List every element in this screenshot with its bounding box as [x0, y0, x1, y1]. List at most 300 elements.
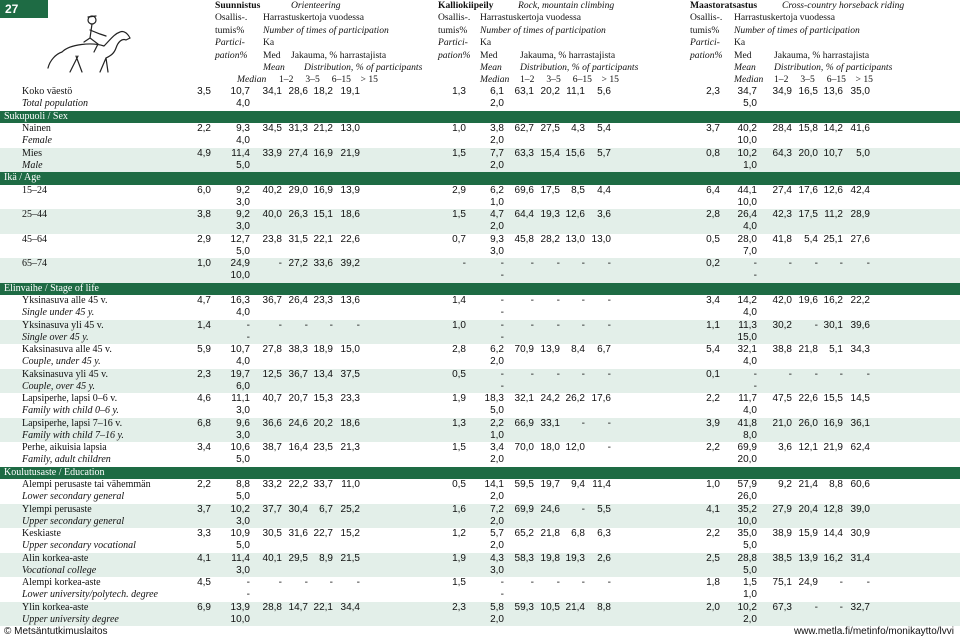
table-row [0, 553, 960, 578]
distribution-value: 64,4 [514, 209, 534, 220]
distribution-value: 66,9 [514, 417, 534, 429]
distribution-value: 5,5 [597, 503, 611, 515]
mean-value: 11,3 [738, 319, 757, 331]
median-value: 3,0 [490, 564, 504, 576]
distribution-value: 28,9 [850, 209, 870, 220]
participation-value: 2,2 [197, 123, 211, 134]
participation-value: 1,2 [452, 528, 466, 539]
row-label-fi: Kaksinasuva yli 45 v. [22, 368, 109, 380]
distribution-value: 8,5 [571, 184, 585, 196]
distribution-value: 27,4 [772, 184, 792, 196]
distribution-value: 62,4 [850, 442, 870, 453]
distribution-value: 42,4 [850, 184, 870, 196]
median-value: 4,0 [743, 405, 757, 416]
distribution-value: 12,8 [823, 503, 843, 515]
distribution-value: - [581, 295, 585, 306]
mean-value: - [753, 258, 757, 269]
distribution-value: 38,3 [288, 344, 308, 355]
distribution-value: 32,1 [514, 393, 534, 404]
distribution-value: 15,3 [313, 393, 333, 404]
row-label-fi: Keskiaste [22, 528, 61, 539]
mean-value: 10,9 [230, 528, 250, 539]
participation-value: 0,2 [706, 258, 720, 269]
distribution-value: 33,6 [313, 258, 333, 269]
mean-value: - [500, 368, 504, 380]
row-label-en: Lower secondary general [22, 491, 125, 502]
distribution-value: 31,3 [288, 123, 308, 134]
median-value: 4,0 [236, 356, 250, 367]
distribution-value: 16,4 [288, 442, 308, 453]
distribution-value: - [788, 368, 792, 380]
distribution-value: 5,4 [597, 123, 611, 134]
distribution-value: 3,6 [597, 209, 611, 220]
mean-value: 26,4 [737, 209, 757, 220]
distribution-value: 42,3 [772, 209, 792, 220]
distribution-value: - [607, 258, 611, 269]
distribution-value: 13,4 [313, 368, 333, 380]
participation-value: 2,9 [197, 233, 211, 245]
page-number-badge: 27 [0, 0, 48, 18]
median-value: 2,0 [490, 135, 504, 146]
mean-value: 57,9 [737, 479, 757, 490]
distribution-value: 65,2 [514, 528, 534, 539]
distribution-value: - [839, 577, 843, 588]
mean-value: - [500, 577, 504, 588]
distribution-value: 9,2 [778, 479, 792, 490]
median-value: 2,0 [490, 613, 504, 625]
distribution-value: 20,4 [798, 503, 818, 515]
distribution-value: 33,2 [262, 479, 282, 490]
distribution-value: 16,2 [823, 295, 843, 306]
table-row [0, 295, 960, 320]
row-label-en: Upper university degree [22, 613, 119, 625]
mean-value: 3,4 [490, 442, 504, 453]
mean-value: - [500, 295, 504, 306]
distribution-value: - [530, 368, 534, 380]
mean-value: 11,4 [231, 552, 250, 564]
distribution-value: 8,9 [319, 552, 333, 564]
participation-value: 3,5 [197, 86, 211, 97]
distribution-value: 10,7 [823, 147, 843, 159]
participation-value: 2,8 [452, 344, 466, 355]
distribution-value: 5,4 [804, 233, 818, 245]
row-label-fi: 65–74 [22, 258, 47, 269]
distribution-value: 39,6 [850, 319, 870, 331]
distribution-value: - [814, 319, 818, 331]
distribution-value: 13,0 [340, 123, 360, 134]
distribution-value: 21,8 [798, 344, 818, 355]
distribution-value: 22,2 [850, 295, 870, 306]
distribution-value: 12,1 [798, 442, 818, 453]
participation-value: - [462, 258, 466, 269]
distribution-value: 70,9 [514, 344, 534, 355]
distribution-value: 38,8 [772, 344, 792, 355]
table-row [0, 148, 960, 173]
mean-value: 3,8 [490, 123, 504, 134]
median-value: 4,0 [236, 307, 250, 318]
distribution-value: - [329, 319, 333, 331]
distribution-value: 19,3 [565, 552, 585, 564]
row-label-fi: 45–64 [22, 233, 47, 245]
table-row [0, 393, 960, 418]
distribution-value: 15,0 [340, 344, 360, 355]
distribution-value: - [866, 577, 870, 588]
mean-value: 9,3 [236, 123, 250, 134]
distribution-value: 21,3 [340, 442, 360, 453]
table-row [0, 602, 960, 627]
distribution-value: 34,9 [772, 86, 792, 97]
mean-value: - [246, 319, 250, 331]
mean-value: 12,7 [230, 233, 250, 245]
distribution-value: - [530, 319, 534, 331]
median-value: 4,0 [743, 221, 757, 232]
distribution-value: 26,4 [288, 295, 308, 306]
distribution-value: 18,9 [313, 344, 333, 355]
distribution-value: 4,4 [597, 184, 611, 196]
mean-value: 10,2 [230, 503, 250, 515]
mean-value: 1,5 [743, 577, 757, 588]
distribution-value: 64,3 [772, 147, 792, 159]
median-value: - [500, 380, 504, 392]
participation-value: 1,6 [452, 503, 466, 515]
mean-value: 10,7 [230, 344, 250, 355]
median-value: 3,0 [236, 515, 250, 527]
participation-value: 1,3 [452, 86, 466, 97]
table-row [0, 369, 960, 394]
distribution-value: - [530, 295, 534, 306]
distribution-value: 23,3 [340, 393, 360, 404]
mean-value: 14,2 [737, 295, 757, 306]
distribution-value: 20,7 [288, 393, 308, 404]
distribution-value: 24,9 [798, 577, 818, 588]
row-label-fi: Alempi korkea-aste [22, 577, 101, 588]
mean-value: 8,8 [236, 479, 250, 490]
participation-value: 3,3 [197, 528, 211, 539]
distribution-value: 40,0 [262, 209, 282, 220]
median-value: 4,0 [236, 98, 250, 109]
distribution-value: - [556, 577, 560, 588]
distribution-value: 15,2 [340, 528, 360, 539]
distribution-value: 16,2 [823, 552, 843, 564]
distribution-value: 6,8 [571, 528, 585, 539]
distribution-value: 21,2 [313, 123, 333, 134]
median-value: 2,0 [490, 356, 504, 367]
table-row [0, 258, 960, 283]
row-label-fi: Lapsiperhe, lapsi 7–16 v. [22, 417, 123, 429]
distribution-value: 17,5 [540, 184, 560, 196]
median-value: 5,0 [743, 540, 757, 551]
distribution-value: 15,9 [798, 528, 818, 539]
section-heading: Elinvaihe / Stage of life [0, 283, 960, 296]
table-row [0, 442, 960, 467]
table-row [0, 479, 960, 504]
median-value: 4,0 [743, 307, 757, 318]
distribution-value: 27,5 [540, 123, 560, 134]
mean-value: 40,2 [737, 123, 757, 134]
distribution-value: 23,8 [262, 233, 282, 245]
mean-value: 5,8 [490, 601, 504, 613]
distribution-value: 19,7 [540, 479, 560, 490]
median-value: 5,0 [743, 564, 757, 576]
median-value: 7,0 [743, 245, 757, 257]
mean-value: 28,0 [737, 233, 757, 245]
median-value: - [246, 589, 250, 600]
median-value: 2,0 [490, 98, 504, 109]
median-value: 3,0 [236, 196, 250, 208]
participation-value: 1,9 [452, 552, 466, 564]
distribution-value: 38,5 [772, 552, 792, 564]
distribution-value: 28,8 [262, 601, 282, 613]
median-value: 15,0 [737, 331, 757, 343]
participation-value: 0,5 [452, 368, 466, 380]
median-value: 8,0 [743, 429, 757, 441]
median-value: 2,0 [490, 540, 504, 551]
row-label-fi: Perhe, aikuisia lapsia [22, 442, 107, 453]
distribution-value: - [530, 577, 534, 588]
statistics-table [0, 86, 960, 626]
distribution-value: 30,4 [288, 503, 308, 515]
distribution-value: 45,8 [514, 233, 534, 245]
distribution-value: 59,3 [514, 601, 534, 613]
mean-value: 9,2 [236, 184, 250, 196]
distribution-value: 8,8 [829, 479, 843, 490]
participation-value: 2,9 [452, 184, 466, 196]
participation-value: 5,4 [706, 344, 720, 355]
median-value: 10,0 [230, 613, 250, 625]
row-label-en: Male [22, 159, 43, 171]
table-row [0, 209, 960, 234]
row-label-en: Lower university/polytech. degree [22, 589, 158, 600]
distribution-value: 21,5 [340, 552, 360, 564]
participation-value: 1,4 [452, 295, 466, 306]
distribution-value: 19,8 [540, 552, 560, 564]
table-row [0, 320, 960, 345]
distribution-value: 31,4 [850, 552, 870, 564]
distribution-value: 41,6 [850, 123, 870, 134]
participation-value: 2,3 [197, 368, 211, 380]
distribution-value: 26,3 [288, 209, 308, 220]
distribution-value: - [304, 319, 308, 331]
participation-value: 2,2 [197, 479, 211, 490]
participation-value: 4,1 [706, 503, 720, 515]
row-label-fi: Alin korkea-aste [22, 552, 89, 564]
median-value: - [753, 380, 757, 392]
distribution-value: 22,1 [313, 601, 333, 613]
distribution-value: 22,2 [288, 479, 308, 490]
mean-value: 19,7 [230, 368, 250, 380]
mean-value: 7,2 [490, 503, 504, 515]
distribution-value: 12,6 [823, 184, 843, 196]
distribution-value: - [356, 319, 360, 331]
section-title-fi: Suunnistus [215, 0, 261, 11]
distribution-value: - [278, 258, 282, 269]
participation-value: 3,8 [197, 209, 211, 220]
distribution-value: 25,2 [340, 503, 360, 515]
distribution-value: 23,3 [313, 295, 333, 306]
distribution-value: - [814, 368, 818, 380]
distribution-value: - [304, 577, 308, 588]
participation-value: 6,0 [197, 184, 211, 196]
distribution-value: 39,2 [340, 258, 360, 269]
distribution-value: - [607, 577, 611, 588]
participation-value: 2,3 [706, 86, 720, 97]
distribution-value: - [607, 368, 611, 380]
distribution-value: 36,1 [850, 417, 870, 429]
mean-value: 28,8 [737, 552, 757, 564]
median-value: 5,0 [236, 454, 250, 465]
mean-value: 16,3 [230, 295, 250, 306]
participation-value: 3,4 [706, 295, 720, 306]
mean-value: 4,3 [490, 552, 504, 564]
mean-value: 11,4 [231, 147, 250, 159]
mean-value: 34,7 [737, 86, 757, 97]
distribution-value: 27,4 [288, 147, 308, 159]
distribution-value: 17,5 [798, 209, 818, 220]
mean-value: 41,8 [737, 417, 757, 429]
median-value: 2,0 [490, 491, 504, 502]
distribution-value: 21,4 [798, 479, 818, 490]
distribution-value: 9,4 [571, 479, 585, 490]
distribution-value: - [581, 319, 585, 331]
distribution-value: - [556, 319, 560, 331]
distribution-value: 13,6 [340, 295, 360, 306]
median-value: 1,0 [490, 429, 504, 441]
participation-value: 3,9 [706, 417, 720, 429]
distribution-value: - [556, 368, 560, 380]
distribution-value: 18,0 [540, 442, 560, 453]
mean-value: 10,2 [737, 147, 757, 159]
distribution-value: 36,7 [262, 295, 282, 306]
distribution-value: 17,6 [591, 393, 611, 404]
mean-value: 5,7 [490, 528, 504, 539]
median-value: 2,0 [743, 613, 757, 625]
mean-value: 6,1 [490, 86, 504, 97]
distribution-value: 30,2 [772, 319, 792, 331]
distribution-value: - [866, 368, 870, 380]
distribution-value: 15,5 [823, 393, 843, 404]
distribution-value: 24,2 [540, 393, 560, 404]
distribution-value: - [556, 295, 560, 306]
horse-rider-illustration [40, 10, 140, 76]
distribution-value: 35,0 [850, 86, 870, 97]
median-value: 10,0 [737, 135, 757, 146]
distribution-value: 13,6 [823, 86, 843, 97]
distribution-value: 11,0 [341, 479, 360, 490]
participation-value: 2,0 [706, 601, 720, 613]
row-label-en: Total population [22, 98, 89, 109]
mean-value: 7,7 [490, 147, 504, 159]
participation-value: 5,9 [197, 344, 211, 355]
distribution-value: 32,7 [850, 601, 870, 613]
table-row [0, 577, 960, 602]
mean-value: 13,9 [230, 601, 250, 613]
distribution-value: 36,7 [288, 368, 308, 380]
distribution-value: 14,7 [288, 601, 308, 613]
distribution-value: - [866, 258, 870, 269]
mean-value: 10,2 [737, 601, 757, 613]
distribution-value: 14,5 [850, 393, 870, 404]
distribution-value: 29,5 [288, 552, 308, 564]
distribution-value: 16,9 [823, 417, 843, 429]
median-value: 5,0 [236, 540, 250, 551]
participation-value: 2,3 [452, 601, 466, 613]
median-value: 5,0 [490, 405, 504, 416]
table-row [0, 185, 960, 210]
row-label-en: Family with child 0–6 y. [22, 405, 119, 416]
distribution-value: 63,1 [514, 86, 534, 97]
mean-value: 35,2 [737, 503, 757, 515]
section-heading: Koulutusaste / Education [0, 467, 960, 480]
table-row [0, 123, 960, 148]
distribution-value: 24,6 [288, 417, 308, 429]
row-label-en: Couple, under 45 y. [22, 356, 101, 367]
distribution-value: 13,9 [798, 552, 818, 564]
distribution-value: 21,9 [823, 442, 843, 453]
mean-value: - [500, 319, 504, 331]
distribution-value: 34,5 [262, 123, 282, 134]
distribution-value: 15,8 [798, 123, 818, 134]
distribution-value: 5,0 [856, 147, 870, 159]
distribution-value: 21,4 [565, 601, 585, 613]
participation-value: 1,1 [706, 319, 720, 331]
distribution-value: - [530, 258, 534, 269]
participation-value: 0,7 [452, 233, 466, 245]
distribution-value: 18,6 [340, 209, 360, 220]
row-label-fi: Yksinasuva alle 45 v. [22, 295, 108, 306]
section-heading: Ikä / Age [0, 172, 960, 185]
distribution-value: 33,1 [540, 417, 560, 429]
distribution-value: 62,7 [514, 123, 534, 134]
participation-value: 2,2 [706, 442, 720, 453]
distribution-value: 19,3 [540, 209, 560, 220]
row-label-fi: Ylempi perusaste [22, 503, 92, 515]
distribution-value: - [839, 601, 843, 613]
row-label-fi: Lapsiperhe, lapsi 0–6 v. [22, 393, 118, 404]
distribution-value: 59,5 [514, 479, 534, 490]
row-label-fi: Alempi perusaste tai vähemmän [22, 479, 151, 490]
participation-value: 0,5 [452, 479, 466, 490]
distribution-value: 12,0 [565, 442, 585, 453]
mean-value: 9,2 [236, 209, 250, 220]
distribution-value: 63,3 [514, 147, 534, 159]
distribution-value: 27,6 [850, 233, 870, 245]
participation-value: 0,8 [706, 147, 720, 159]
distribution-value: - [607, 417, 611, 429]
section-title-en: Orienteering [291, 0, 341, 11]
distribution-value: 70,0 [514, 442, 534, 453]
participation-value: 4,6 [197, 393, 211, 404]
distribution-value: - [356, 577, 360, 588]
distribution-value: 10,5 [540, 601, 560, 613]
distribution-value: 18,6 [340, 417, 360, 429]
participation-value: 1,5 [452, 209, 466, 220]
distribution-value: - [556, 258, 560, 269]
distribution-value: 47,5 [772, 393, 792, 404]
mean-value: - [753, 368, 757, 380]
distribution-value: 22,6 [798, 393, 818, 404]
distribution-value: - [581, 577, 585, 588]
distribution-value: 36,6 [262, 417, 282, 429]
distribution-value: 20,0 [798, 147, 818, 159]
participation-value: 4,1 [197, 552, 211, 564]
participation-value: 1,0 [706, 479, 720, 490]
footer-url[interactable]: www.metla.fi/metinfo/monikaytto/lvvi [793, 626, 954, 637]
mean-value: 18,3 [484, 393, 504, 404]
distribution-value: 14,4 [823, 528, 843, 539]
distribution-value: - [839, 258, 843, 269]
distribution-value: 13,0 [591, 233, 611, 245]
median-value: - [500, 307, 504, 318]
